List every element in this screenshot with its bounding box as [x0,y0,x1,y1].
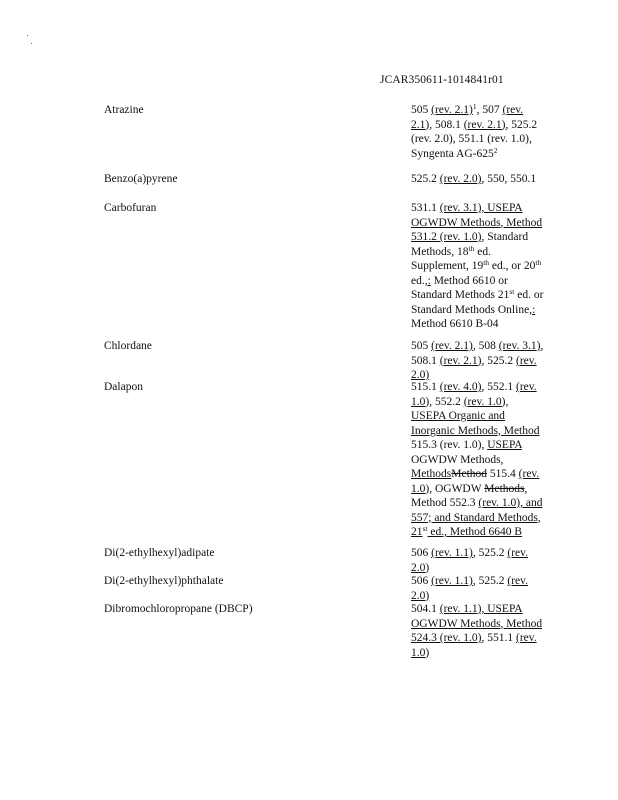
method-text: , 552.2 [429,395,464,408]
method-list [411,339,546,383]
method-text: , 525.2 [472,575,508,587]
method-text: , 525.2 [472,547,508,559]
method-text: 505 [411,340,432,352]
method-list [411,574,546,603]
method-text: ed. Supplement, 19 [411,245,491,272]
method-list [411,172,546,187]
method-text: 515.1 [411,381,440,393]
method-text: OGWDW Methods, [411,453,504,466]
superscript: 2 [493,145,498,155]
method-text: 505 [411,104,432,116]
method-text: , OGWDW [429,482,485,495]
method-list [411,602,546,660]
method-text: Method 6610 B-04 [411,318,499,330]
chemical-name: Chlordane [104,340,152,352]
inserted-text: ed., Method 6640 B [427,526,523,538]
inserted-text: (rev. 2.0) [411,575,529,602]
method-list [411,380,546,540]
method-text: , 551.1 [481,632,516,644]
method-text: ed., or 20 [489,260,536,272]
method-list [411,546,546,575]
scan-speck [27,35,28,36]
method-list [411,201,546,332]
inserted-text: (rev. 1.0), and 557; and Standard Methods, 21 [411,497,543,538]
inserted-text: (rev. 2.1) [431,340,473,352]
superscript: st [422,524,428,533]
method-text: , Standard Methods, 18 [411,231,529,258]
deleted-text: Methods [484,482,525,495]
inserted-text: ,: [529,303,536,316]
inserted-text: (rev. 1.0) [411,632,537,659]
method-text: , 525.2 [481,354,516,367]
method-list [411,103,546,161]
method-text: 504.1 [411,603,440,615]
method-text: , Method 552.3 [411,482,528,509]
method-text: , 552.1 [481,381,516,393]
chemical-name: Dibromochloropropane (DBCP) [104,603,253,615]
method-text: 515.3 (rev. 1.0), [411,439,488,451]
method-text: 531.1 [411,202,440,214]
inserted-text: ,: [424,274,431,287]
superscript: th [535,258,542,267]
method-text: , 508.1 [411,340,544,367]
inserted-text: Methods [411,468,452,480]
method-text: 506 [411,547,432,559]
method-text: , 525.2 (rev. 2.0), 551.1 (rev. 1.0), Syngenta AG-625 [411,118,538,160]
scan-speck [31,43,32,44]
superscript: 1 [472,102,477,111]
inserted-text: (rev. 1.1) [431,575,473,587]
document-id: JCAR350611-1014841r01 [380,74,504,86]
chemical-name: Dalapon [104,381,143,393]
method-text: 525.2 [411,173,440,185]
method-text: ed. or Standard Methods Online [411,289,544,316]
method-text: ed. [411,274,425,287]
inserted-text: (rev. 1.0) [411,381,537,408]
inserted-text: (rev. 2.1) [463,118,506,131]
chemical-name: Di(2-ethylhexyl)phthalate [104,575,224,587]
inserted-text: (rev. 3.1) [498,340,541,352]
superscript: st [509,287,515,296]
method-text: 515.4 [487,468,519,480]
inserted-text: (rev. 2.0) [439,173,482,185]
inserted-text: (rev. 2.0) [411,354,537,381]
inserted-text: (rev. 2.0) [411,547,529,574]
inserted-text: (rev. 3.1), USEPA OGWDW Methods, Method 531.2 (rev. 1.0) [411,202,543,243]
deleted-text: Method [451,468,488,480]
inserted-text: (rev. 1.0) [411,468,540,495]
superscript: th [468,243,475,253]
inserted-text: (rev. 2.1) [411,104,524,131]
method-text: , 508.1 [429,118,464,131]
inserted-text: (rev. 1.0), USEPA Organic and Inorganic Methods, Method [411,395,540,437]
method-text: , 507 [476,104,503,116]
inserted-text: (rev. 1.1) [431,547,473,559]
method-text: , 550, 550.1 [481,173,537,185]
method-text: , 508 [472,340,499,352]
chemical-name: Benzo(a)pyrene [104,173,178,185]
chemical-name: Carbofuran [104,202,157,214]
inserted-text: USEPA [487,439,522,451]
chemical-name: Di(2-ethylhexyl)adipate [104,547,215,559]
inserted-text: (rev. 1.1), USEPA OGWDW Methods, Method 524.3 (rev. 1.0) [411,603,543,644]
inserted-text: (rev. 2.1) [439,354,482,367]
inserted-text: (rev. 2.1) [431,104,473,116]
method-text: Method 6610 or Standard Methods 21 [411,274,510,301]
method-text: 506 [411,575,432,587]
superscript: th [483,258,490,267]
chemical-name: Atrazine [104,104,144,116]
inserted-text: (rev. 4.0) [439,381,482,393]
